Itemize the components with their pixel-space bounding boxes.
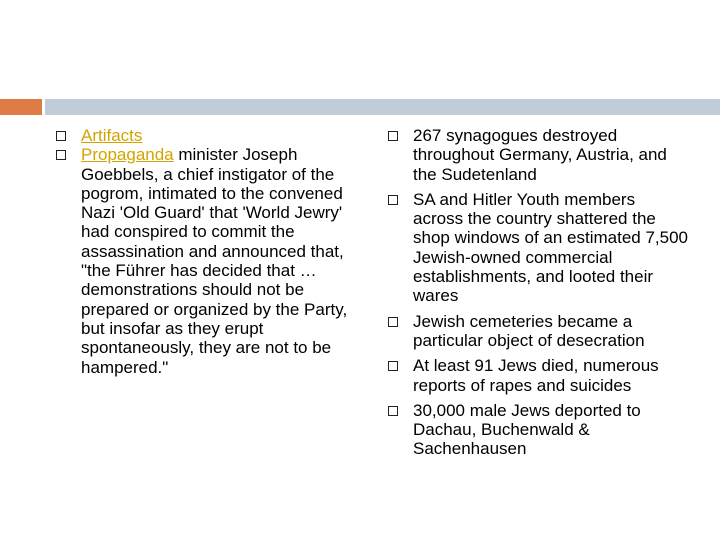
list-item-text: SA and Hitler Youth members across the country shattered the shop windows of an estimated 7,500 Jewish-owned commercial establishments, and looted their wares <box>413 189 689 306</box>
list-item-text: 267 synagogues destroyed throughout Germany, Austria, and the Sudetenland <box>413 126 667 184</box>
list-item <box>56 126 356 145</box>
square-bullet-icon <box>388 317 398 327</box>
list-item-text: 30,000 male Jews deported to Dachau, Buchenwald & Sachenhausen <box>413 400 641 459</box>
square-bullet-icon <box>56 131 66 141</box>
artifacts-link[interactable]: Artifacts <box>81 126 143 145</box>
square-bullet-icon <box>388 131 398 141</box>
right-bullet-list <box>388 126 688 465</box>
list-item <box>388 312 688 351</box>
square-bullet-icon <box>388 195 398 205</box>
list-item <box>56 145 356 377</box>
left-bullet-list <box>56 126 356 377</box>
list-item <box>388 401 688 459</box>
list-item <box>388 356 688 395</box>
propaganda-link[interactable]: Propaganda <box>81 145 174 165</box>
header-accent-bar <box>0 99 42 115</box>
list-item <box>388 190 688 306</box>
list-item <box>388 126 688 184</box>
list-item-text: minister Joseph Goebbels, a chief instigator of the pogrom, intimated to the convened Nazi 'Old Guard' that 'World Jewry' had conspired to commit the assassination and announced that, "the Führer has decided that … demonstrations should not be prepared or organized by the Party, but insofar as they erupt spontaneously, they are not to be hampered." <box>81 145 348 377</box>
list-item-text: Jewish cemeteries became a particular object of desecration <box>413 311 645 350</box>
list-item-text: At least 91 Jews died, numerous reports of rapes and suicides <box>413 356 659 395</box>
square-bullet-icon <box>56 150 66 160</box>
square-bullet-icon <box>388 361 398 371</box>
header-rule-bar <box>45 99 720 115</box>
square-bullet-icon <box>388 406 398 416</box>
